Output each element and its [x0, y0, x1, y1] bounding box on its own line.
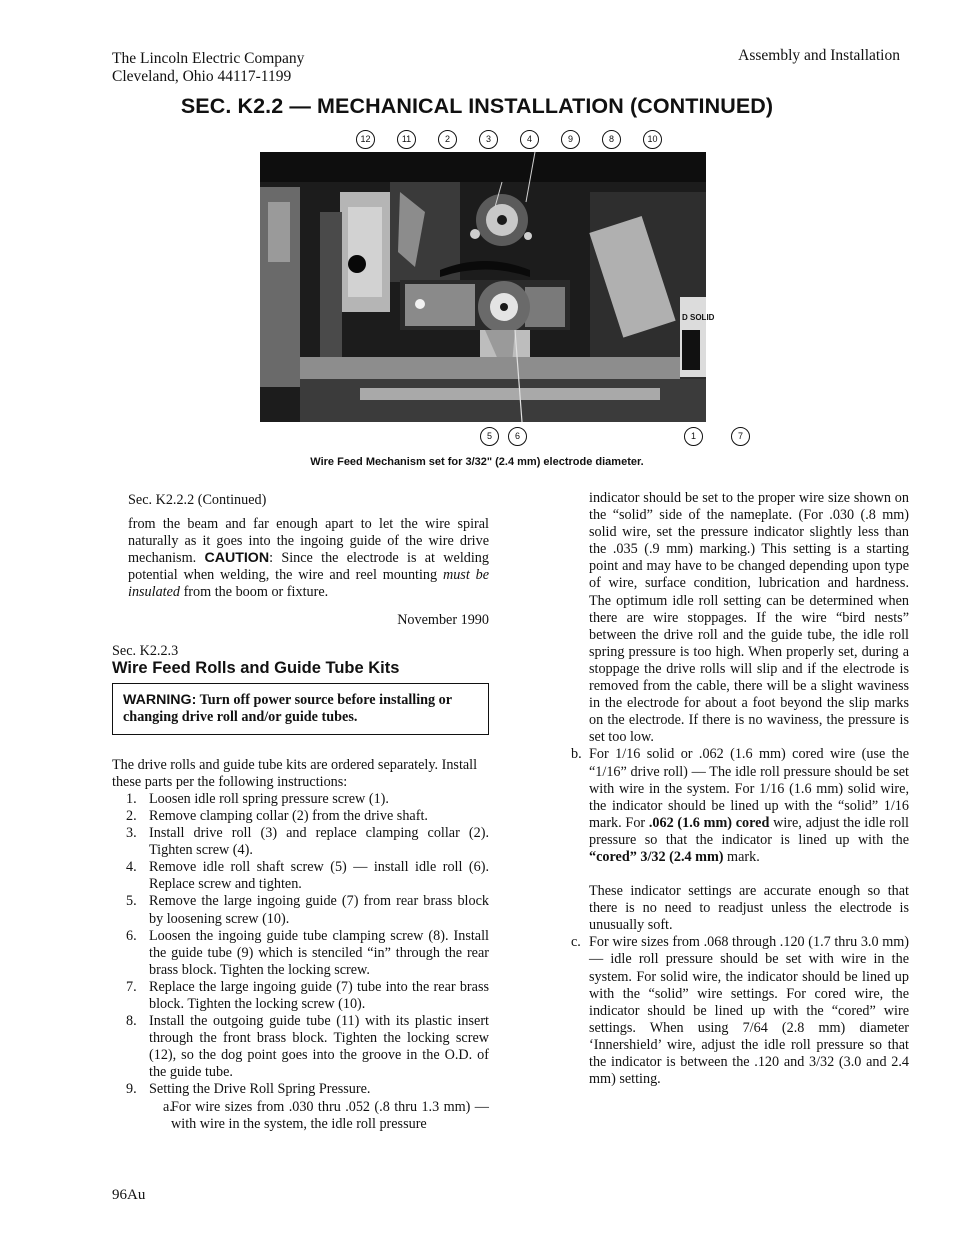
callout-8: 8 — [602, 130, 621, 149]
callout-1: 1 — [684, 427, 703, 446]
list-item: 2. Remove clamping collar (2) from the drive shaft. — [126, 807, 428, 824]
section-name: Assembly and Installation — [738, 47, 900, 64]
sub-item-b: b. For 1/16 solid or .062 (1.6 mm) cored wire (use the “1/16” drive roll) — The idle roll pressure should be set with wire in the system. For 1/16 (1.6 mm) solid wire, the indicator should be lined up with the “solid” 1/16 mark. For .062 (1.6 mm) cored wire, adjust the idle roll pressure so that the indicator is lined up with the “cored” 3/32 (2.4 mm) mark. — [571, 746, 909, 865]
warning-text: Turn off power source before installing or changing drive roll and/or guide tubes. — [123, 691, 452, 725]
warning-box — [112, 683, 489, 735]
list-item: 8. Install the outgoing guide tube (11) with its plastic insert through the front brass block. Tighten the locking screw (12), so the dog point goes into the groove in the O.D. of the guide tube. — [126, 1013, 489, 1081]
indicator-note: These indicator settings are accurate enough so that there is no need to readjust unless the electrode is unusually soft. — [589, 883, 909, 934]
callout-11: 11 — [397, 130, 416, 149]
callout-7: 7 — [731, 427, 750, 446]
callout-3: 3 — [479, 130, 498, 149]
figure-top-callouts — [356, 130, 662, 149]
figure-caption: Wire Feed Mechanism set for 3/32" (2.4 mm) electrode diameter. — [310, 456, 644, 468]
sub-item-a: a. For wire sizes from .030 thru .052 (.8 thru 1.3 mm) — with wire in the system, the idle roll pressure — [163, 1098, 489, 1132]
list-item: 3. Install drive roll (3) and replace clamping collar (2). Tighten screw (4). — [126, 825, 489, 859]
wire-feed-mechanism-photo — [260, 152, 715, 422]
callout-4: 4 — [520, 130, 539, 149]
intro-paragraph: The drive rolls and guide tube kits are ordered separately. Install these parts per the following instructions: — [112, 756, 478, 790]
list-item: 6. Loosen the ingoing guide tube clamping screw (8). Install the guide tube (9) which is stenciled “in” through the rear brass block. Tighten the locking screw. — [126, 927, 489, 978]
list-item: 1. Loosen idle roll spring pressure screw (1). — [126, 790, 389, 807]
list-item: 5. Remove the large ingoing guide (7) from rear brass block by loosening screw (10). — [126, 893, 489, 927]
page-title: SEC. K2.2 — MECHANICAL INSTALLATION (CONTINUED) — [180, 94, 774, 118]
list-item: 7. Replace the large ingoing guide (7) tube into the rear brass block. Tighten the locking screw (10). — [126, 978, 489, 1012]
callout-5: 5 — [480, 427, 499, 446]
photo-solid-label: D SOLID — [682, 313, 715, 322]
sub-item-c: c. For wire sizes from .068 through .120 (1.7 thru 3.0 mm) — idle roll pressure should be set with wire in the system. For solid wire, the indicator should be lined up with the “solid” wire settings. For cored wire, the indicator should be lined up with the “cored” wire settings. When using 7/64 (2.8 mm) diameter ‘Innershield’ wire, adjust the idle roll pressure so that the indicator is between the .120 and 3/32 (3.0 and 2.4 mm) setting. — [571, 934, 909, 1088]
right-column — [567, 490, 909, 1088]
callout-9: 9 — [561, 130, 580, 149]
mechanism-illustration — [260, 152, 715, 422]
callout-12: 12 — [356, 130, 375, 149]
callout-10: 10 — [643, 130, 662, 149]
sub-item-a-continued: indicator should be set to the proper wire size shown on the “solid” side of the nameplate. (For .030 (.8 mm) solid wire, set the pressure indicator slightly less than the .035 (.9 mm) marking.) This setting is a starting point and may have to be changed depending upon type of wire, surface condition, lubrication and hardness. The optimum idle roll setting can be determined when there are wire stoppages. If the wire “bird nests” between the drive roll and the guide tube, the idle roll spring pressure is too high. When properly set, during a stoppage the drive rolls will slip and if the electrode is removed from the cable, there will be a slight waviness in the electrode for about a foot beyond the slip marks on the electrode. If there is no waviness, the pressure is set too low. — [589, 490, 909, 746]
must-be-insulated: must be insulated — [128, 567, 489, 601]
list-item: 4. Remove idle roll shaft screw (5) — install idle roll (6). Replace screw and tighten. — [126, 859, 489, 893]
company-name: The Lincoln Electric Company — [112, 50, 305, 67]
callout-6: 6 — [508, 427, 527, 446]
section-reference: Sec. K2.2.3 — [112, 642, 179, 659]
list-item: 9. Setting the Drive Roll Spring Pressure. a. For wire sizes from .030 thru .052 (.8 thru 1.3 mm) — with wire in the system, the idle roll pressure — [126, 1081, 489, 1132]
company-city: Cleveland, Ohio 44117-1199 — [112, 68, 292, 85]
warning-label: WARNING: — [123, 691, 197, 708]
section-heading: Wire Feed Rolls and Guide Tube Kits — [112, 658, 400, 677]
page-code: 96Au — [112, 1187, 146, 1203]
continued-reference: Sec. K2.2.2 (Continued) — [128, 492, 267, 508]
boom-paragraph: from the beam and far enough apart to let the wire spiral naturally as it goes into the ingoing guide of the wire drive mechanism. CAUTION: Since the electrode is at welding potential when welding, the wire and reel mounting must be insulated from the boom or fixture. — [128, 516, 489, 601]
revision-date: November 1990 — [397, 611, 489, 628]
figure-bottom-callouts — [480, 427, 780, 449]
company-header — [112, 50, 304, 86]
installation-steps — [112, 791, 489, 1133]
callout-2: 2 — [438, 130, 457, 149]
left-column — [112, 492, 489, 1133]
caution-label: CAUTION — [204, 550, 270, 567]
